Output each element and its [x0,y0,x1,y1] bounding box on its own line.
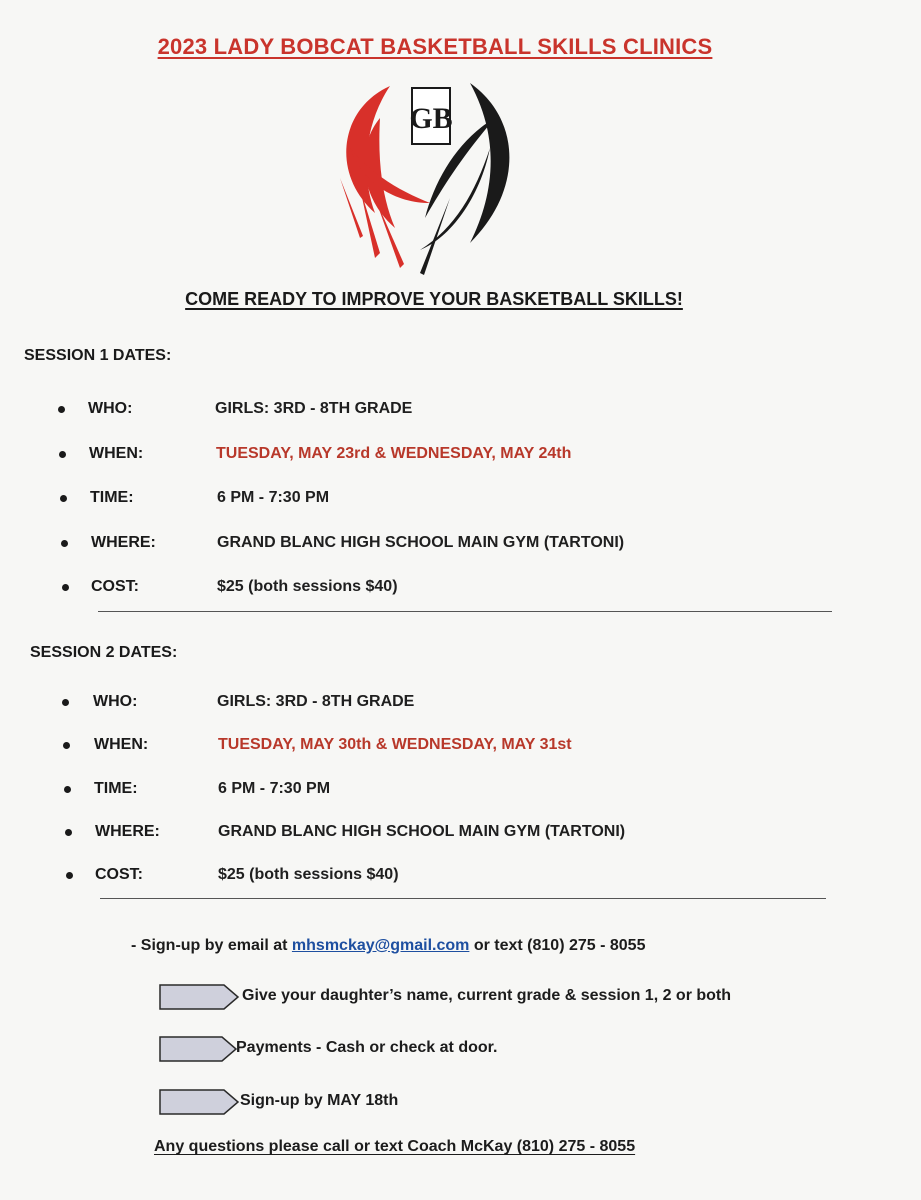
step-item: Sign-up by MAY 18th [158,1088,558,1116]
signup-suffix: or text (810) 275 - 8055 [473,937,646,954]
arrow-tag-icon [158,983,240,1011]
tagline: COME READY TO IMPROVE YOUR BASKETBALL SKILLS! [185,289,683,309]
divider [100,898,826,899]
flyer-title: 2023 LADY BOBCAT BASKETBALL SKILLS CLINICS [157,34,713,59]
arrow-tag-icon [158,1088,240,1116]
basketball-logo-icon [320,78,530,278]
signup-prefix: - Sign-up by email at [131,937,288,954]
session2-title: SESSION 2 DATES: [30,644,178,661]
step-item: Payments - Cash or check at door. [158,1035,658,1063]
signup-line [131,937,645,955]
step-item: Give your daughter’s name, current grade & session 1, 2 or both [158,983,838,1011]
email-link[interactable]: mhsmckay@gmail.com [291,937,470,954]
divider [98,611,832,612]
logo-text: GB [409,102,453,135]
flyer-page: 2023 LADY BOBCAT BASKETBALL SKILLS CLINICS GB COME READY TO IMPROVE YOUR BASKETBALL SKILLS! SESSION 1 DATES: WHO: GIRLS: 3RD - 8TH GRADE WHEN: TUESDAY, MAY 23rd & WEDNESDAY, MAY 24th TIME: 6 PM - 7:30 PM WHERE: GRAND BLANC HIGH SCHOOL MAIN GYM (TARTONI) COST: $25 (both sessions $40) SESSION 2 DATES: WHO: GIRLS: 3RD - 8TH GRADE WHEN: TUESDAY, MAY 30th & WEDNESDAY, MAY 31st TIME: 6 PM - 7:30 PM WHERE: GRAND BLANC HIGH SCHOOL MAIN GYM (TARTONI) COST: $25 (both sessions $40) - Sign-up by email at mhsmckay@gmail.com or text (810) 275 - 8055 Give your daughter’s name, current grade & session 1, 2 or both Payments - Cash or check at door. Sign-up by MAY 18th Any questions please call or text Coach McKay (810) 275 - 8055 [0,0,921,1200]
session1-title: SESSION 1 DATES: [24,347,172,364]
arrow-tag-icon [158,1035,240,1063]
footer-contact: Any questions please call or text Coach McKay (810) 275 - 8055 [154,1138,636,1155]
